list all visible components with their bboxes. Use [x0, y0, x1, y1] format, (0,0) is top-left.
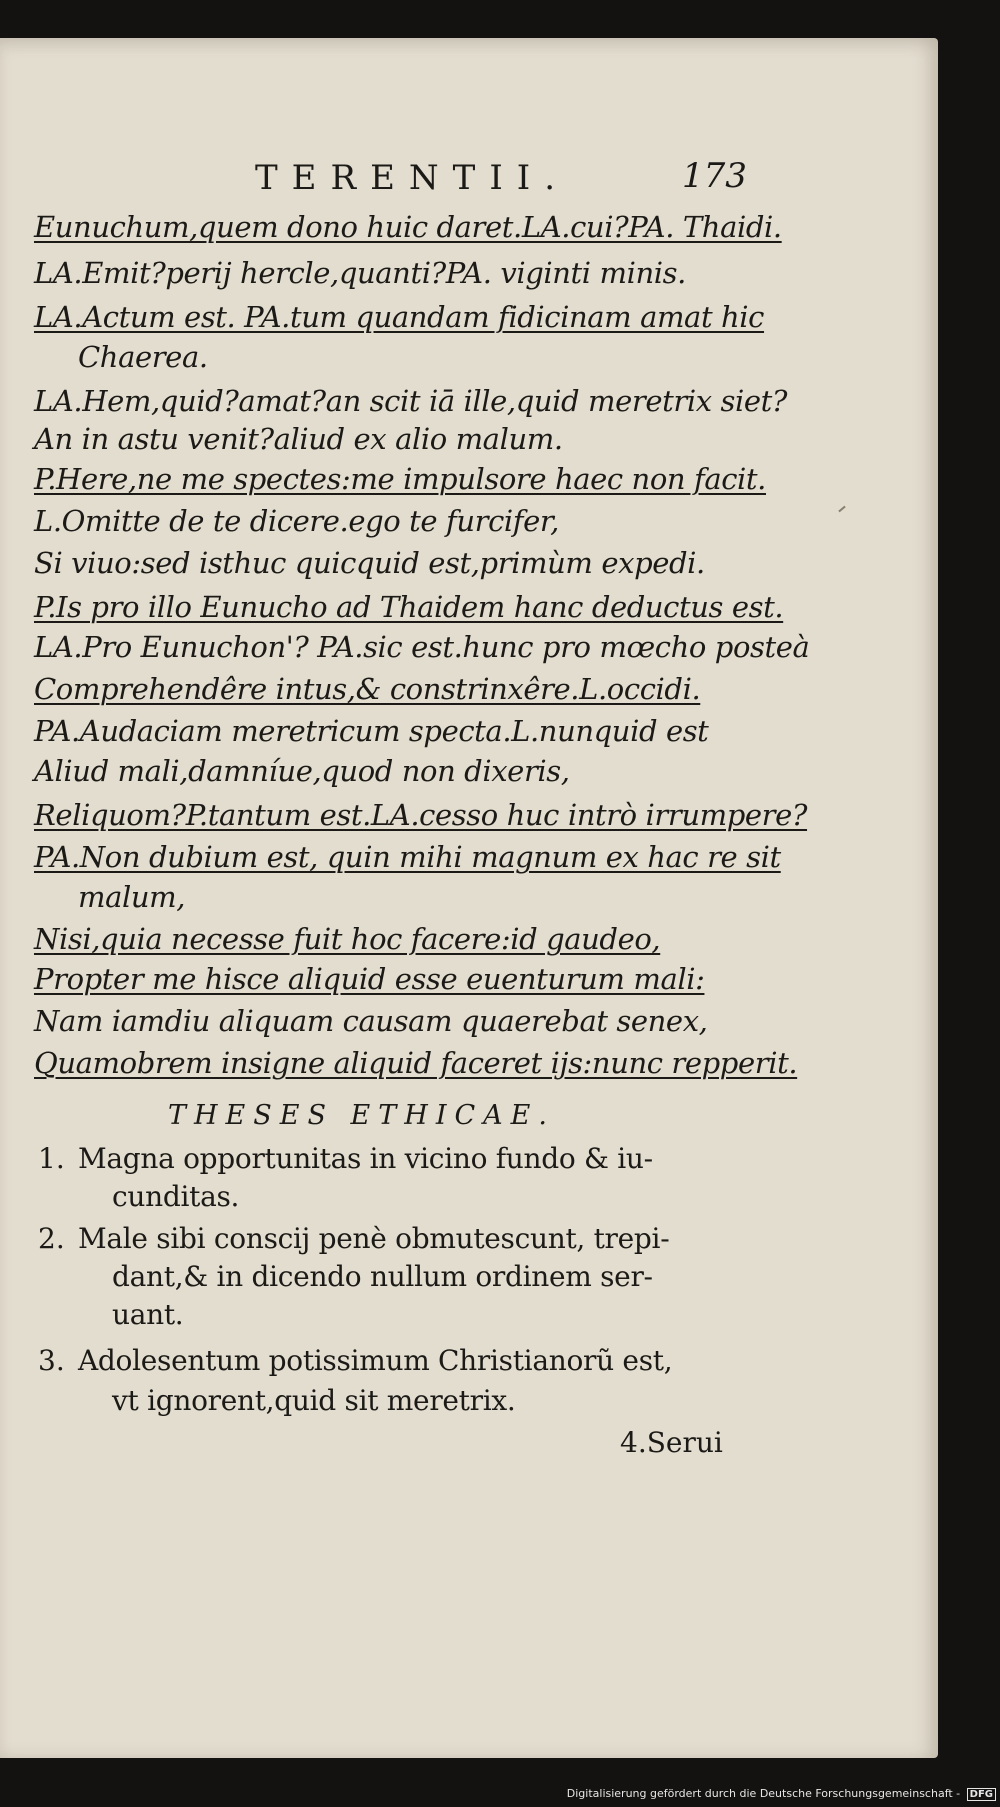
verse-line: Reliquom?P.tantum est.LA.cesso huc intrò irrumpere? — [34, 798, 808, 832]
book-page — [0, 38, 938, 1758]
running-head: TERENTII. — [255, 158, 570, 198]
verse-line: Nam iamdiu aliquam causam quaerebat senex, — [34, 1004, 708, 1038]
verse-line: Chaerea. — [78, 340, 208, 374]
verse-line: LA.Emit?perij hercle,quanti?PA. viginti minis. — [34, 256, 686, 290]
verse-line: LA.Hem,quid?amat?an scit iā ille,quid meretrix siet? — [34, 384, 788, 418]
folio-number: 173 — [682, 156, 747, 196]
thesis-line: dant,& in dicendo nullum ordinem ser- — [112, 1260, 653, 1293]
thesis-line: uant. — [112, 1298, 184, 1331]
verse-line: LA.Pro Eunuchon'? PA.sic est.hunc pro mœcho posteà — [34, 630, 810, 664]
thesis-line: Adolesentum potissimum Christianorũ est, — [78, 1344, 673, 1377]
verse-line: Nisi,quia necesse fuit hoc facere:id gaudeo, — [34, 922, 661, 956]
verse-line: An in astu venit?aliud ex alio malum. — [34, 422, 563, 456]
verse-line: PA.Audaciam meretricum specta.L.nunquid est — [34, 714, 709, 748]
catchword: 4.Serui — [620, 1426, 723, 1459]
verse-line: Si viuo:sed isthuc quicquid est,primùm expedi. — [34, 546, 705, 580]
thesis-line: Magna opportunitas in vicino fundo & iu- — [78, 1142, 653, 1175]
thesis-line: cunditas. — [112, 1180, 240, 1213]
thesis-number: 3. — [38, 1344, 65, 1377]
theses-heading: THESES ETHICAE. — [168, 1100, 555, 1131]
verse-line: L.Omitte de te dicere.ego te furcifer, — [34, 504, 559, 538]
verse-line: PA.Non dubium est, quin mihi magnum ex hac re sit — [34, 840, 781, 874]
verse-line: LA.Actum est. PA.tum quandam fidicinam amat hic — [34, 300, 765, 334]
thesis-line: Male sibi conscij penè obmutescunt, trepi- — [78, 1222, 670, 1255]
verse-line: Quamobrem insigne aliquid faceret ijs:nunc repperit. — [34, 1046, 798, 1080]
verse-line: malum, — [78, 880, 186, 914]
verse-line: Propter me hisce aliquid esse euenturum mali: — [34, 962, 705, 996]
digitization-credit — [567, 1787, 996, 1801]
verse-line: P.Here,ne me spectes:me impulsore haec non facit. — [34, 462, 766, 496]
verse-line: P.Is pro illo Eunucho ad Thaidem hanc deductus est. — [34, 590, 784, 624]
credit-text: Digitalisierung gefördert durch die Deutsche Forschungsgemeinschaft - — [566, 1787, 961, 1800]
verse-line: Eunuchum,quem dono huic daret.LA.cui?PA. Thaidi. — [34, 210, 782, 244]
verse-line: Aliud mali,damníue,quod non dixeris, — [34, 754, 570, 788]
thesis-line: vt ignorent,quid sit meretrix. — [112, 1384, 516, 1417]
thesis-number: 1. — [38, 1142, 65, 1175]
verse-line: Comprehendêre intus,& constrinxêre.L.occidi. — [34, 672, 701, 706]
dfg-logo: DFG — [967, 1788, 996, 1801]
thesis-number: 2. — [38, 1222, 65, 1255]
ink-mark — [838, 506, 845, 513]
